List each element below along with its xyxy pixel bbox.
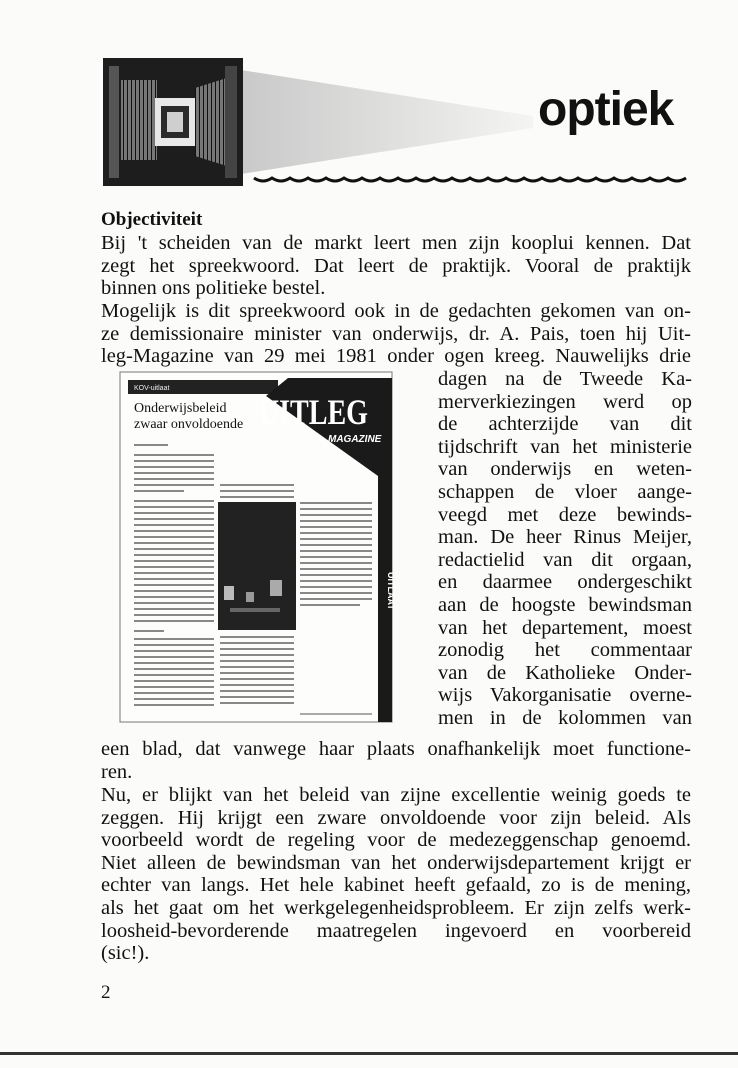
text-line: en daarmee ondergeschikt xyxy=(438,571,692,594)
text-line: de achterzijde van dit xyxy=(438,413,692,436)
article-heading: Objectiviteit xyxy=(101,209,203,230)
clipping-masthead: UITLEG xyxy=(258,391,369,432)
text-line: (sic!). xyxy=(101,942,150,965)
text-line: zonodig het commentaar xyxy=(438,639,692,662)
text-line: als het gaat om het werkgelegenheidsprobleem. Er zijn zelfs werk- xyxy=(101,896,691,919)
text-line: ren. xyxy=(101,760,133,783)
text-line: man. De heer Rinus Meijer, xyxy=(438,526,692,549)
text-line: aan de hoogste bewindsman xyxy=(438,593,692,616)
paragraph-2-top xyxy=(101,300,691,368)
text-line: merverkiezingen werd op xyxy=(438,390,692,413)
text-line: loosheid-bevorderende maatregelen ingevoerd en voorbereid xyxy=(101,919,691,942)
text-line: zegt het spreekwoord. Dat leert de praktijk. Vooral de praktijk xyxy=(101,254,691,277)
text-line: een blad, dat vanwege haar plaats onafhankelijk moet functione- xyxy=(101,738,691,760)
text-line: dagen na de Tweede Ka- xyxy=(438,368,692,390)
text-line: van onderwijs en weten- xyxy=(438,458,692,481)
text-line: leg-Magazine van 29 mei 1981 onder ogen kreeg. Nauwelijks drie xyxy=(101,345,691,368)
text-line: Bij 't scheiden van de markt leert men zijn kooplui kennen. Dat xyxy=(101,232,691,254)
text-line: binnen ons politieke bestel. xyxy=(101,277,326,300)
page-number: 2 xyxy=(101,982,111,1003)
clipping-headline-2: zwaar onvoldoende xyxy=(134,417,244,432)
text-line: echter van langs. Het hele kabinet heeft gefaald, zo is de mening, xyxy=(101,874,691,897)
clipping-headline-1: Onderwijsbeleid xyxy=(134,401,227,416)
paragraph-2-wrap-column xyxy=(438,368,692,730)
text-line: veegd met deze bewinds- xyxy=(438,503,692,526)
section-title: optiek xyxy=(538,83,674,136)
text-line: men in de kolommen van xyxy=(438,706,692,729)
magazine-clipping xyxy=(120,372,396,722)
text-line: van de Katholieke Onder- xyxy=(438,661,692,684)
paragraph-1 xyxy=(101,232,691,300)
bottom-rule xyxy=(0,1052,738,1055)
projector-logo-icon xyxy=(103,58,533,186)
text-line: voorbeeld wordt de regeling voor de medezeggenschap genoemd. xyxy=(101,829,691,852)
clipping-sub-masthead: MAGAZINE xyxy=(328,434,382,445)
text-line: redactielid van dit orgaan, xyxy=(438,548,692,571)
text-line: schappen de vloer aange- xyxy=(438,480,692,503)
text-line: ze demissionaire minister van onderwijs, dr. A. Pais, toen hij Uit- xyxy=(101,322,691,345)
text-line: Mogelijk is dit spreekwoord ook in de gedachten gekomen van on- xyxy=(101,300,691,322)
clipping-side-label: UITLAAT xyxy=(386,572,396,610)
wavy-rule xyxy=(254,172,686,186)
text-line: wijs Vakorganisatie overne- xyxy=(438,684,692,707)
text-line: van het departement, moest xyxy=(438,616,692,639)
paragraph-3 xyxy=(101,784,691,965)
text-line: Nu, er blijkt van het beleid van zijne excellentie weinig goeds te xyxy=(101,784,691,806)
text-line: zeggen. Hij krijgt een zware onvoldoende voor zijn beleid. Als xyxy=(101,806,691,829)
text-line: tijdschrift van het ministerie xyxy=(438,435,692,458)
paragraph-2-bottom xyxy=(101,738,691,783)
text-line: Niet alleen de bewindsman van het onderwijsdepartement krijgt er xyxy=(101,851,691,874)
clipping-small-tag: KOV-uitlaat xyxy=(134,385,170,392)
